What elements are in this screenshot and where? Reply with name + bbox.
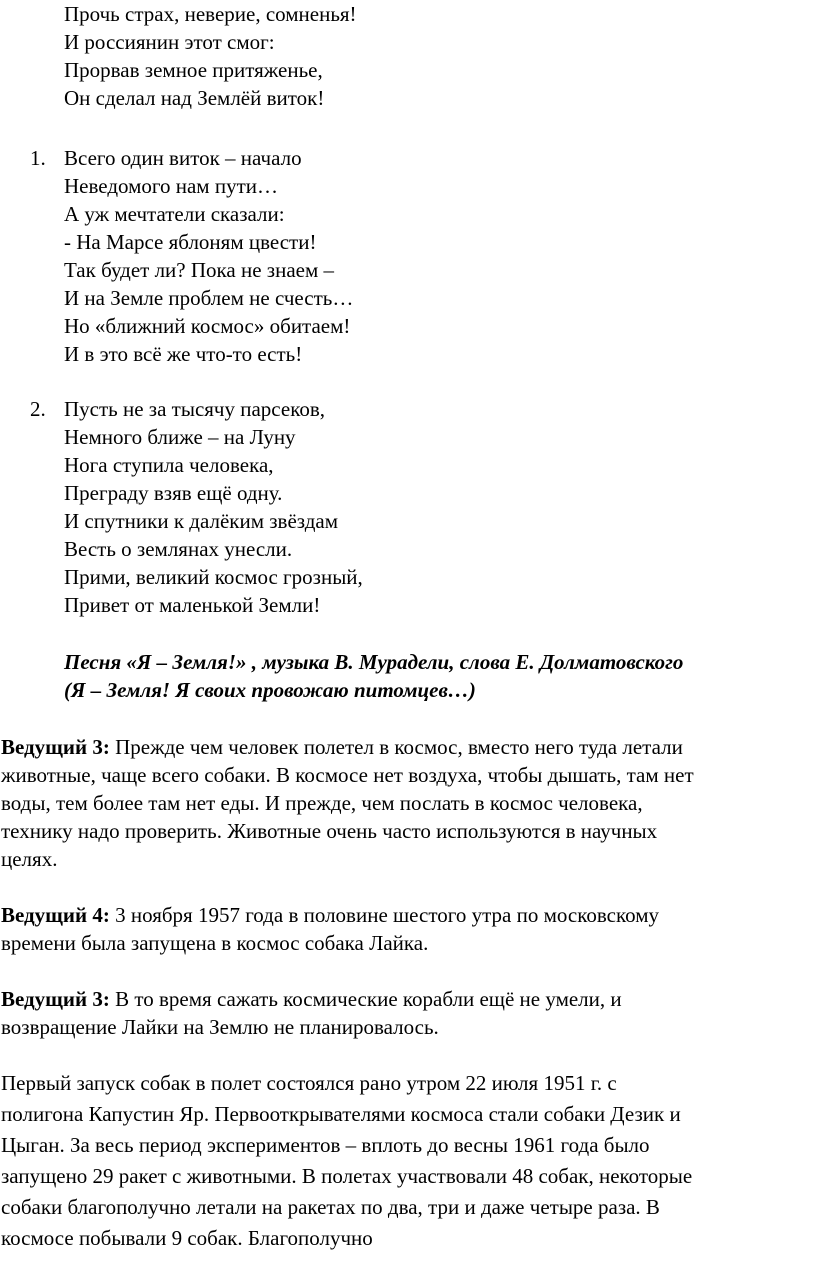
poem-line: И россиянин этот смог: — [64, 30, 275, 54]
paragraph-text: Цыган. За весь период экспериментов – вплоть до весны 1961 года было — [1, 1133, 650, 1157]
paragraph-text: технику надо проверить. Животные очень часто используются в научных — [1, 819, 658, 843]
poem-line: А уж мечтатели сказали: — [64, 202, 285, 226]
intro-stanza — [64, 0, 357, 112]
poem-line: - На Марсе яблоням цвести! — [64, 230, 317, 254]
poem-line: Прорвав земное притяженье, — [64, 58, 323, 82]
paragraph-text: 3 ноября 1957 года в половине шестого утра по московскому — [109, 903, 659, 927]
poem-line: Неведомого нам пути… — [64, 174, 278, 198]
poem-line: И в это всё же что-то есть! — [64, 342, 303, 366]
history-paragraph — [1, 1068, 813, 1254]
poem-line: Весть о землянах унесли. — [64, 537, 293, 561]
poem-line: И спутники к далёким звёздам — [64, 509, 338, 533]
paragraph-text: возвращение Лайки на Землю не планировалось. — [1, 1015, 439, 1039]
paragraph-text: времени была запущена в космос собака Лайка. — [1, 931, 429, 955]
poem-line: Преграду взяв ещё одну. — [64, 481, 283, 505]
poem-line: Так будет ли? Пока не знаем – — [64, 258, 335, 282]
poem-line: Немного ближе – на Луну — [64, 425, 296, 449]
speaker-label: Ведущий 3: — [1, 987, 110, 1011]
paragraph-text: целях. — [1, 847, 58, 871]
paragraph-text: Первый запуск собак в полет состоялся рано утром 22 июля 1951 г. с — [1, 1071, 617, 1095]
poem-line: Привет от маленькой Земли! — [64, 593, 321, 617]
verse-1 — [30, 144, 354, 368]
host-paragraph — [1, 985, 813, 1041]
verse-number: 2. — [30, 397, 46, 421]
poem-line: Но «ближний космос» обитаем! — [64, 314, 351, 338]
poem-line: Пусть не за тысячу парсеков, — [64, 397, 326, 421]
paragraph-text: полигона Капустин Яр. Первооткрывателями космоса стали собаки Дезик и — [1, 1102, 681, 1126]
song-title-line: (Я – Земля! Я своих провожаю питомцев…) — [64, 678, 476, 702]
speaker-label: Ведущий 3: — [1, 735, 110, 759]
host-paragraph — [1, 733, 813, 873]
host-paragraph — [1, 901, 813, 957]
poem-line: Всего один виток – начало — [64, 146, 302, 170]
verse-number: 1. — [30, 146, 46, 170]
paragraph-text: Прежде чем человек полетел в космос, вместо него туда летали — [109, 735, 683, 759]
paragraph-text: воды, тем более там нет еды. И прежде, чем послать в космос человека, — [1, 791, 643, 815]
paragraph-text: собаки благополучно летали на ракетах по два, три и даже четыре раза. В — [1, 1195, 660, 1219]
poem-line: Прочь страх, неверие, сомненья! — [64, 2, 357, 26]
speaker-label: Ведущий 4: — [1, 903, 110, 927]
poem-line: Он сделал над Землёй виток! — [64, 86, 325, 110]
paragraph-text: запущено 29 ракет с животными. В полетах участвовали 48 собак, некоторые — [1, 1164, 693, 1188]
poem-line: Прими, великий космос грозный, — [64, 565, 363, 589]
song-title-line: Песня «Я – Земля!» , музыка В. Мурадели, слова Е. Долматовского — [64, 650, 684, 674]
paragraph-text: космосе побывали 9 собак. Благополучно — [1, 1226, 373, 1250]
poem-line: Нога ступила человека, — [64, 453, 274, 477]
paragraph-text: животные, чаще всего собаки. В космосе нет воздуха, чтобы дышать, там нет — [1, 763, 694, 787]
paragraph-text: В то время сажать космические корабли ещё не умели, и — [109, 987, 622, 1011]
song-title — [64, 648, 683, 704]
verse-2 — [30, 395, 363, 619]
poem-line: И на Земле проблем не счесть… — [64, 286, 354, 310]
